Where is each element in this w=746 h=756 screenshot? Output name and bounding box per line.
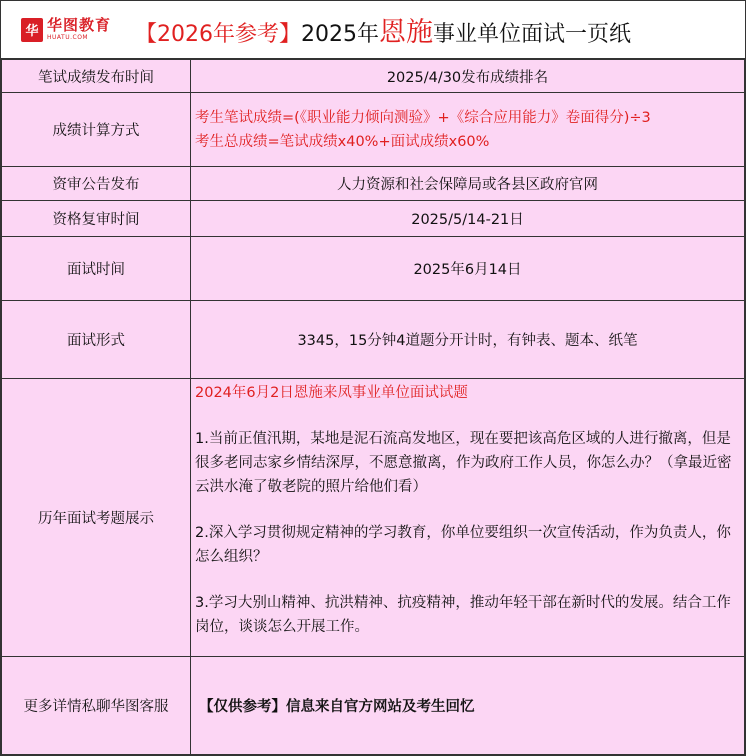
past-questions-value [191, 379, 745, 657]
logo [1, 18, 121, 42]
title-prefix: 【2026年参考】 [135, 22, 301, 47]
interview-time-value: 2025年6月14日 [191, 237, 745, 301]
score-calc-line1: 考生笔试成绩=(《职业能力倾向测验》+《综合应用能力》卷面得分)÷3 [195, 109, 651, 126]
title-year: 2025年 [301, 22, 379, 47]
row-more-info [2, 657, 745, 755]
row-written-release [2, 60, 745, 93]
review-time-label: 资格复审时间 [2, 201, 191, 237]
row-past-questions [2, 379, 745, 657]
score-calc-value [191, 93, 745, 167]
more-info-label: 更多详情私聊华图客服 [2, 657, 191, 755]
logo-mark: 华 [21, 18, 43, 42]
logo-name: 华图教育 [47, 16, 112, 34]
review-time-value: 2025/5/14-21日 [191, 201, 745, 237]
row-review-time [2, 201, 745, 237]
past-questions-heading: 2024年6月2日恩施来凤事业单位面试试题 [195, 385, 468, 401]
page-title [121, 10, 745, 49]
review-notice-label: 资审公告发布 [2, 167, 191, 201]
question-2: 2.深入学习贯彻规定精神的学习教育，你单位要组织一次宣传活动，作为负责人，你怎么组织？ [195, 525, 731, 565]
title-city: 恩施 [379, 17, 433, 48]
row-interview-form [2, 301, 745, 379]
row-interview-time [2, 237, 745, 301]
interview-form-label: 面试形式 [2, 301, 191, 379]
row-review-notice [2, 167, 745, 201]
written-release-value: 2025/4/30发布成绩排名 [191, 60, 745, 93]
past-questions-label: 历年面试考题展示 [2, 379, 191, 657]
title-suffix: 事业单位面试一页纸 [433, 22, 632, 47]
score-calc-line2: 考生总成绩=笔试成绩x40%+面试成绩x60% [195, 133, 490, 150]
question-3: 3.学习大别山精神、抗洪精神、抗疫精神，推动年轻干部在新时代的发展。结合工作岗位，谈谈怎么开展工作。 [195, 595, 731, 635]
written-release-label: 笔试成绩发布时间 [2, 60, 191, 93]
interview-form-value: 3345，15分钟4道题分开计时，有钟表、题本、纸笔 [191, 301, 745, 379]
question-1: 1.当前正值汛期，某地是泥石流高发地区，现在要把该高危区域的人进行撤离，但是很多老同志家乡情结深厚，不愿意撤离，作为政府工作人员，你怎么办？（拿最近密云洪水淹了敬老院的照片给他们看） [195, 431, 732, 495]
logo-site: HUATU.COM [47, 34, 89, 41]
more-info-value: 【仅供参考】信息来自官方网站及考生回忆 [191, 657, 745, 755]
row-score-calc [2, 93, 745, 167]
header [1, 1, 745, 59]
review-notice-value: 人力资源和社会保障局或各县区政府官网 [191, 167, 745, 201]
interview-time-label: 面试时间 [2, 237, 191, 301]
info-table [1, 59, 745, 755]
score-calc-label: 成绩计算方式 [2, 93, 191, 167]
